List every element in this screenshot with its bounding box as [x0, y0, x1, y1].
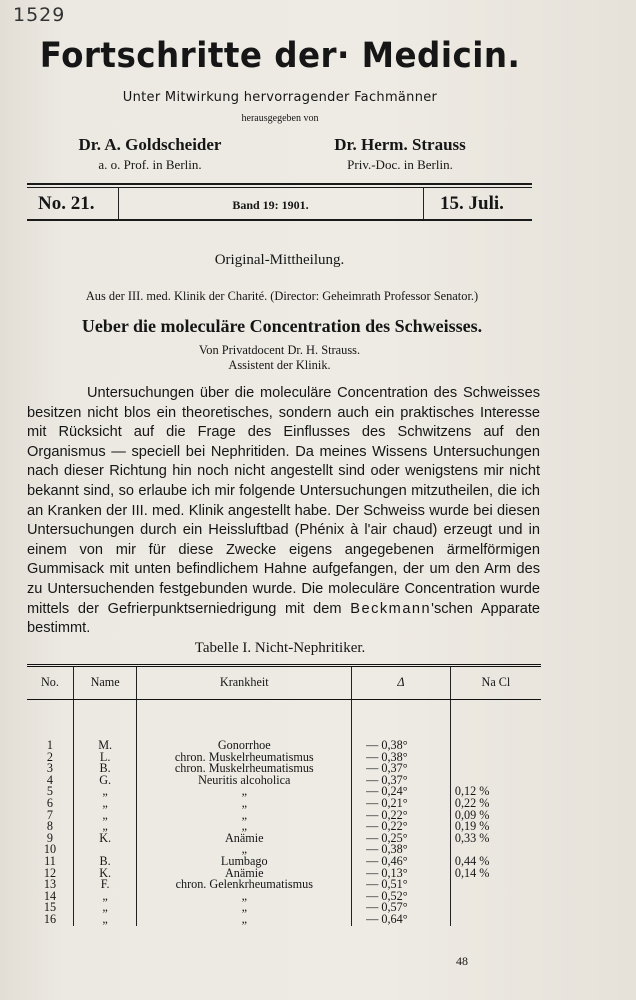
herausgegeben-label: herausgegeben von — [241, 113, 319, 124]
row-nacl: 0,19 % — [450, 821, 541, 833]
row-no: 4 — [46, 772, 53, 787]
article-title: Ueber die moleculäre Concentration des Schweisses. — [81, 316, 483, 336]
issue-number: No. 21. — [38, 193, 95, 214]
row-nacl — [450, 902, 541, 914]
spacer-cell — [73, 700, 136, 741]
editor-1-role: a. o. Prof. in Berlin. — [98, 157, 202, 172]
row-name: „ — [73, 810, 136, 822]
table-row — [27, 833, 541, 845]
row-nacl — [450, 891, 541, 903]
article-byline: Von Privatdocent Dr. H. Strauss. — [198, 343, 361, 357]
table-spacer-row — [27, 700, 541, 741]
table-caption: Tabelle I. Nicht-Nephritiker. — [194, 640, 366, 656]
row-no: 3 — [46, 761, 53, 776]
row-delta: — 0,52° — [352, 891, 451, 903]
row-name: „ — [73, 914, 136, 926]
row-nacl: 0,09 % — [450, 810, 541, 822]
row-delta: — 0,22° — [352, 810, 451, 822]
row-name: „ — [73, 798, 136, 810]
row-no: 11 — [44, 853, 56, 868]
row-krankheit: „ — [137, 786, 352, 798]
row-name: M. — [73, 740, 136, 752]
row-delta: — 0,38° — [352, 752, 451, 764]
body-text: Untersuchungen über die moleculäre Concentration des Schweisses besitzen nicht blos ein theoretisches, sondern auch ein praktisches Interesse mit Rücksicht auf die Frage des Einflusses des Schwitzens auf den Organismus — speciell bei Nephritiden. Da meines Wissens Untersuchungen nach dieser Richtung hin noch nicht angestellt sind oder wenigstens mir nicht bekannt sind, so erlaube ich mir folgende Untersuchungen mitzutheilen, die ich an Kranken der III. med. Klinik angestellt habe. Der Schweiss wurde bei diesen Untersuchungen durch ein Heissluftbad (Phénix à l'air chaud) erzeugt und in einem von mir für diese Zwecke eigens angegebenen ärmelförmigen Gummisack mit unten befindlichem Hahne aufgefangen, der um den Arm des zu Untersuchenden festgebunden wurde. Die moleculäre Concentration wurde mittels der Gefrierpunktserniedrigung mit dem — [27, 385, 540, 617]
row-delta: — 0,37° — [352, 763, 451, 775]
body-indent — [27, 385, 87, 401]
row-no: 2 — [46, 749, 53, 764]
row-nacl — [450, 763, 541, 775]
row-no: 16 — [43, 911, 57, 926]
row-krankheit: „ — [137, 902, 352, 914]
editor-1-name: Dr. A. Goldscheider — [78, 135, 222, 154]
row-name: „ — [73, 902, 136, 914]
row-delta: — 0,25° — [352, 833, 451, 845]
row-no: 15 — [43, 900, 57, 915]
results-table — [27, 664, 541, 926]
row-delta: — 0,64° — [352, 914, 451, 926]
row-delta: — 0,57° — [352, 902, 451, 914]
row-krankheit: Neuritis alcoholica — [137, 775, 352, 787]
row-delta: — 0,38° — [352, 844, 451, 856]
row-delta: — 0,24° — [352, 786, 451, 798]
header-separator-2 — [423, 187, 424, 219]
handwritten-archive-number: 1529 — [13, 4, 66, 26]
row-nacl — [450, 914, 541, 926]
row-delta: — 0,13° — [352, 868, 451, 880]
row-no: 12 — [43, 865, 57, 880]
row-delta: — 0,46° — [352, 856, 451, 868]
row-name: G. — [73, 775, 136, 787]
body-name-beckmann: Beckmann — [350, 600, 432, 617]
row-nacl — [450, 879, 541, 891]
page-number: 48 — [456, 954, 468, 968]
header-rule-top-thin — [27, 187, 532, 188]
row-no: 10 — [43, 842, 57, 857]
row-nacl: 0,14 % — [450, 868, 541, 880]
article-affiliation: Aus der III. med. Klinik der Charité. (Director: Geheimrath Professor Senator.) — [85, 289, 479, 303]
row-no: 9 — [46, 830, 53, 845]
row-no: 6 — [46, 795, 53, 810]
row-no: 14 — [43, 888, 57, 903]
journal-subtitle: Unter Mitwirkung hervorragender Fachmänner — [122, 90, 438, 105]
table-row — [27, 914, 541, 926]
row-nacl — [450, 740, 541, 752]
row-delta: — 0,37° — [352, 775, 451, 787]
row-krankheit: Anämie — [137, 868, 352, 880]
row-nacl: 0,33 % — [450, 833, 541, 845]
row-krankheit: chron. Gelenkrheumatismus — [137, 879, 352, 891]
issue-date: 15. Juli. — [440, 193, 504, 214]
row-name: „ — [73, 821, 136, 833]
spacer-cell — [352, 700, 451, 741]
table-header-row — [27, 666, 541, 700]
editor-2-name: Dr. Herm. Strauss — [334, 135, 466, 154]
row-krankheit: Gonorrhoe — [137, 740, 352, 752]
row-no: 1 — [46, 738, 53, 752]
header-rule-top — [27, 183, 532, 185]
row-name: B. — [73, 856, 136, 868]
row-name: K. — [73, 833, 136, 845]
row-nacl — [450, 752, 541, 764]
row-nacl: 0,44 % — [450, 856, 541, 868]
row-krankheit: „ — [137, 914, 352, 926]
row-no: 5 — [46, 784, 53, 799]
col-header-no: No. — [27, 666, 73, 700]
editor-1 — [50, 135, 250, 173]
editor-2-role: Priv.-Doc. in Berlin. — [347, 157, 453, 172]
row-name: „ — [73, 891, 136, 903]
row-name: L. — [73, 752, 136, 764]
article-author-position: Assistent der Klinik. — [228, 358, 331, 372]
journal-title: Fortschritte der· Medicin. — [39, 36, 521, 76]
article-body — [27, 384, 540, 639]
col-header-name: Name — [73, 666, 136, 700]
row-krankheit: „ — [137, 891, 352, 903]
row-delta: — 0,22° — [352, 821, 451, 833]
row-nacl: 0,22 % — [450, 798, 541, 810]
row-name: K. — [73, 868, 136, 880]
row-krankheit: chron. Muskelrheumatismus — [137, 752, 352, 764]
row-name: „ — [73, 786, 136, 798]
row-krankheit: chron. Muskelrheumatismus — [137, 763, 352, 775]
row-delta: — 0,21° — [352, 798, 451, 810]
row-krankheit: „ — [137, 844, 352, 856]
col-header-delta: Δ — [352, 666, 451, 700]
band-info: Band 19: 1901. — [232, 198, 309, 212]
row-krankheit: „ — [137, 821, 352, 833]
col-header-krankheit: Krankheit — [137, 666, 352, 700]
row-no: 13 — [43, 877, 57, 892]
row-krankheit: „ — [137, 810, 352, 822]
row-krankheit: „ — [137, 798, 352, 810]
row-no: 8 — [46, 819, 53, 834]
row-nacl: 0,12 % — [450, 786, 541, 798]
row-krankheit: Lumbago — [137, 856, 352, 868]
spacer-cell — [27, 700, 73, 741]
spacer-cell — [450, 700, 541, 741]
col-header-nacl: Na Cl — [450, 666, 541, 700]
editor-2 — [300, 135, 500, 173]
row-name: B. — [73, 763, 136, 775]
row-no: 7 — [46, 807, 53, 822]
header-rule-bottom — [27, 219, 532, 221]
row-delta: — 0,38° — [352, 740, 451, 752]
spacer-cell — [137, 700, 352, 741]
row-name: F. — [73, 879, 136, 891]
section-label: Original-Mittheilung. — [214, 252, 345, 268]
row-krankheit: Anämie — [137, 833, 352, 845]
row-delta: — 0,51° — [352, 879, 451, 891]
body-text-end: 'schen Apparate bestimmt. — [27, 600, 540, 637]
